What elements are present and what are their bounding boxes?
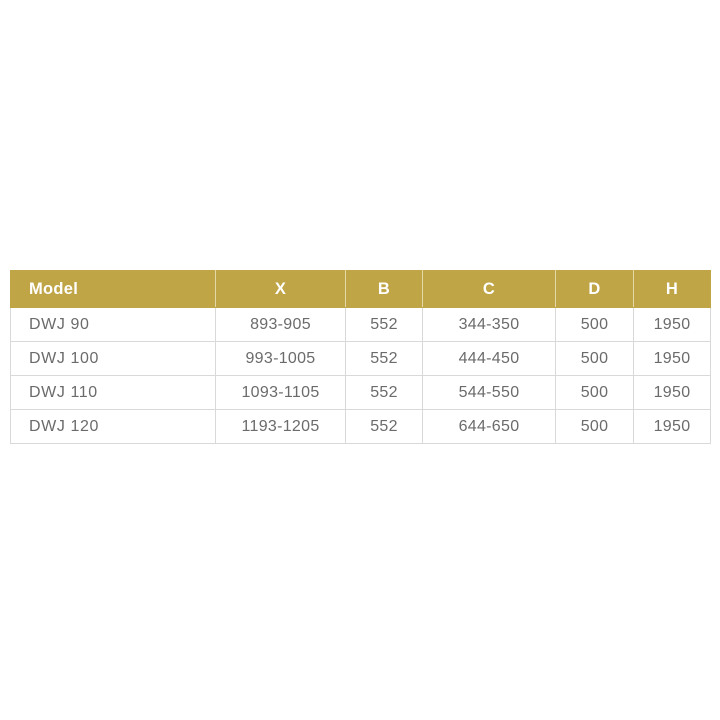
cell-d: 500: [556, 410, 634, 444]
cell-c: 544-550: [423, 376, 556, 410]
table-row: [11, 308, 711, 342]
cell-c: 644-650: [423, 410, 556, 444]
column-header-b: B: [346, 271, 423, 308]
cell-model: DWJ 120: [11, 410, 216, 444]
cell-h: 1950: [634, 308, 711, 342]
table-row: [11, 410, 711, 444]
column-header-c: C: [423, 271, 556, 308]
cell-b: 552: [346, 410, 423, 444]
table-header: [11, 271, 711, 308]
cell-b: 552: [346, 308, 423, 342]
column-header-model: Model: [11, 271, 216, 308]
table-body: [11, 308, 711, 444]
cell-b: 552: [346, 376, 423, 410]
column-header-d: D: [556, 271, 634, 308]
table-row: [11, 342, 711, 376]
cell-b: 552: [346, 342, 423, 376]
table-header-row: [11, 271, 711, 308]
cell-x: 1193-1205: [216, 410, 346, 444]
cell-d: 500: [556, 376, 634, 410]
cell-x: 993-1005: [216, 342, 346, 376]
cell-model: DWJ 90: [11, 308, 216, 342]
cell-model: DWJ 100: [11, 342, 216, 376]
cell-model: DWJ 110: [11, 376, 216, 410]
specification-table: [10, 270, 711, 444]
cell-d: 500: [556, 308, 634, 342]
cell-x: 893-905: [216, 308, 346, 342]
specification-table-container: [10, 270, 710, 444]
cell-x: 1093-1105: [216, 376, 346, 410]
cell-h: 1950: [634, 342, 711, 376]
cell-c: 444-450: [423, 342, 556, 376]
cell-d: 500: [556, 342, 634, 376]
column-header-h: H: [634, 271, 711, 308]
cell-c: 344-350: [423, 308, 556, 342]
table-row: [11, 376, 711, 410]
column-header-x: X: [216, 271, 346, 308]
cell-h: 1950: [634, 376, 711, 410]
cell-h: 1950: [634, 410, 711, 444]
